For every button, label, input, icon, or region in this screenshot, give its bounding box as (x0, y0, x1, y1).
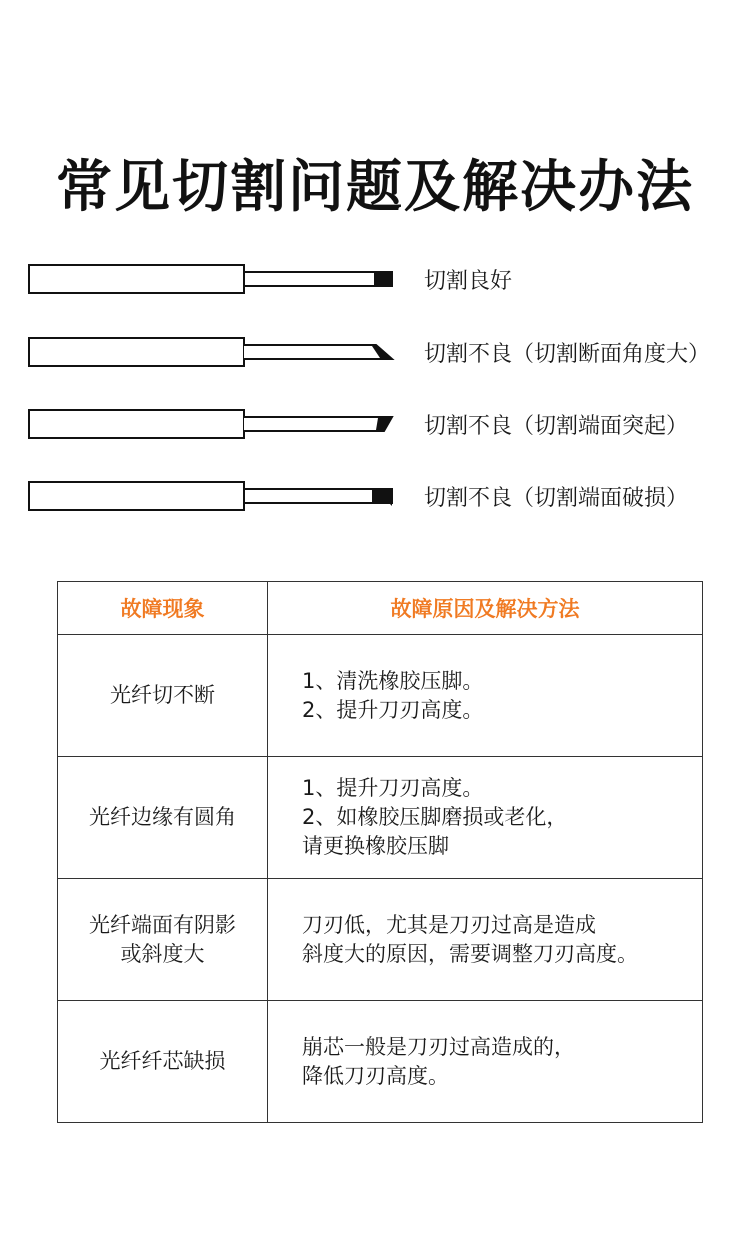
solution-line: 1、提升刀刃高度。 (302, 776, 484, 800)
diagram-label: 切割不良（切割断面角度大） (424, 342, 711, 367)
solution-cell (268, 757, 703, 879)
solution-line: 2、提升刀刃高度。 (302, 697, 484, 722)
table-header-row (58, 582, 703, 635)
symptom-cell (58, 757, 268, 879)
diagram-label: 切割不良（切割端面破损） (424, 486, 689, 511)
fiber-diagram-angled-cut (0, 336, 750, 376)
solution-line: 2、如橡胶压脚磨损或老化， (302, 805, 568, 829)
symptom-cell (58, 1001, 268, 1123)
troubleshooting-table (57, 581, 703, 1123)
solution-line: 请更换橡胶压脚 (302, 834, 449, 858)
diagram-label: 切割良好 (424, 269, 513, 294)
fiber-chipped-icon (26, 480, 398, 520)
table-row (58, 635, 703, 757)
table-row (58, 879, 703, 1001)
fiber-good-cut-icon (26, 263, 398, 303)
fiber-diagram-protrusion (0, 408, 750, 448)
fiber-diagram-chipped (0, 480, 750, 520)
solution-cell (268, 635, 703, 757)
solution-line: 斜度大的原因，需要调整刀刃高度。 (302, 941, 638, 966)
diagram-label: 切割不良（切割端面突起） (424, 414, 689, 439)
fiber-diagram-good-cut (0, 263, 750, 303)
symptom-text: 或斜度大 (120, 941, 205, 966)
solution-line: 1、清洗橡胶压脚。 (302, 668, 484, 693)
solution-line: 降低刀刃高度。 (302, 1063, 449, 1088)
fiber-angled-cut-icon (26, 336, 398, 376)
page-title: 常见切割问题及解决办法 (56, 154, 694, 220)
solution-line: 刀刃低，尤其是刀刃过高是造成 (302, 912, 596, 937)
symptom-text: 光纤边缘有圆角 (89, 805, 236, 829)
symptom-text: 光纤纤芯缺损 (99, 1049, 226, 1073)
symptom-text: 光纤端面有阴影 (89, 912, 236, 937)
table-row (58, 757, 703, 879)
symptom-cell (58, 635, 268, 757)
symptom-text: 光纤切不断 (110, 683, 215, 707)
table-row (58, 1001, 703, 1123)
solution-line: 崩芯一般是刀刃过高造成的， (302, 1034, 575, 1059)
header-symptom: 故障现象 (58, 582, 268, 635)
solution-cell (268, 1001, 703, 1123)
symptom-cell (58, 879, 268, 1001)
fiber-protrusion-icon (26, 408, 398, 448)
header-solution: 故障原因及解决方法 (268, 582, 703, 635)
solution-cell (268, 879, 703, 1001)
